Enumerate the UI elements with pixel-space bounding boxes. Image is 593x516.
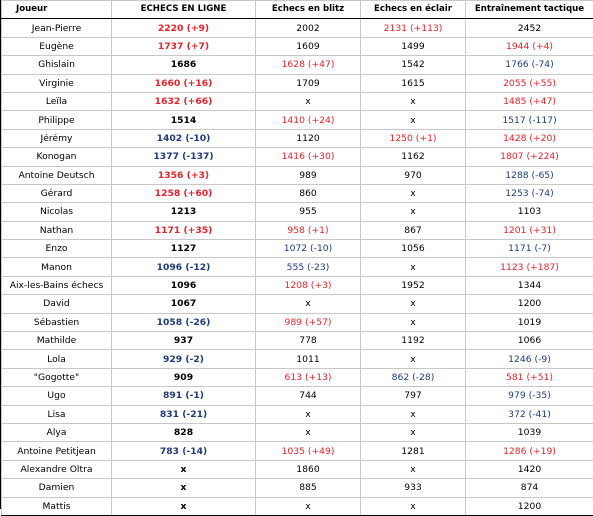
online-cell: 1213 <box>112 203 256 221</box>
blitz-cell: 955 <box>256 203 361 221</box>
tactics-cell: 1517 (-117) <box>466 111 593 129</box>
eclair-cell: 1542 <box>361 56 466 74</box>
blitz-cell: 885 <box>256 479 361 497</box>
tactics-cell: 1807 (+224) <box>466 148 593 166</box>
tactics-cell: 1103 <box>466 203 593 221</box>
eclair-cell: 1250 (+1) <box>361 129 466 147</box>
blitz-cell: x <box>256 423 361 441</box>
blitz-cell: 1011 <box>256 350 361 368</box>
eclair-cell: 867 <box>361 221 466 239</box>
blitz-cell: 1035 (+49) <box>256 442 361 460</box>
tactics-cell: 1766 (-74) <box>466 56 593 74</box>
online-cell: 937 <box>112 332 256 350</box>
online-cell: 1402 (-10) <box>112 129 256 147</box>
tactics-cell: 1286 (+19) <box>466 442 593 460</box>
online-cell: 1660 (+16) <box>112 74 256 92</box>
header-player: Joueur <box>2 1 112 19</box>
tactics-cell: 1485 (+47) <box>466 92 593 110</box>
player-name-cell: Damien <box>2 479 112 497</box>
header-online: ECHECS EN LIGNE <box>112 1 256 19</box>
eclair-cell: x <box>361 92 466 110</box>
blitz-cell: 989 (+57) <box>256 313 361 331</box>
eclair-cell: 1281 <box>361 442 466 460</box>
eclair-cell: 970 <box>361 166 466 184</box>
header-blitz: Echecs en blitz <box>256 1 361 19</box>
eclair-cell: x <box>361 423 466 441</box>
tactics-cell: 1246 (-9) <box>466 350 593 368</box>
tactics-cell: 1019 <box>466 313 593 331</box>
eclair-cell: 933 <box>361 479 466 497</box>
online-cell: 1737 (+7) <box>112 37 256 55</box>
table-row <box>2 387 593 405</box>
blitz-cell: 1628 (+47) <box>256 56 361 74</box>
tactics-cell: 1200 <box>466 295 593 313</box>
table-row <box>2 332 593 350</box>
tactics-cell: 2055 (+55) <box>466 74 593 92</box>
eclair-cell: x <box>361 460 466 478</box>
player-name-cell: Nathan <box>2 221 112 239</box>
blitz-cell: x <box>256 405 361 423</box>
player-name-cell: Lola <box>2 350 112 368</box>
blitz-cell: 958 (+1) <box>256 221 361 239</box>
table-row <box>2 221 593 239</box>
blitz-cell: 555 (-23) <box>256 258 361 276</box>
online-cell: 1171 (+35) <box>112 221 256 239</box>
player-name-cell: Eugène <box>2 37 112 55</box>
table-row <box>2 203 593 221</box>
blitz-cell: 1860 <box>256 460 361 478</box>
online-cell: 1258 (+60) <box>112 184 256 202</box>
online-cell: 828 <box>112 423 256 441</box>
tactics-cell: 874 <box>466 479 593 497</box>
eclair-cell: x <box>361 111 466 129</box>
eclair-cell: 1952 <box>361 276 466 294</box>
online-cell: 929 (-2) <box>112 350 256 368</box>
table-row <box>2 111 593 129</box>
online-cell: 1096 <box>112 276 256 294</box>
tactics-cell: 1253 (-74) <box>466 184 593 202</box>
blitz-cell: 744 <box>256 387 361 405</box>
table-row <box>2 92 593 110</box>
ratings-table <box>1 0 593 516</box>
table-row <box>2 423 593 441</box>
online-cell: 1067 <box>112 295 256 313</box>
table-row <box>2 442 593 460</box>
blitz-cell: 860 <box>256 184 361 202</box>
player-name-cell: David <box>2 295 112 313</box>
online-cell: 1096 (-12) <box>112 258 256 276</box>
blitz-cell: 1208 (+3) <box>256 276 361 294</box>
online-cell: 1127 <box>112 240 256 258</box>
header-row <box>2 1 593 19</box>
tactics-cell: 581 (+51) <box>466 368 593 386</box>
eclair-cell: 797 <box>361 387 466 405</box>
blitz-cell: 1709 <box>256 74 361 92</box>
online-cell: 1377 (-137) <box>112 148 256 166</box>
table-row <box>2 276 593 294</box>
online-cell: 1514 <box>112 111 256 129</box>
eclair-cell: x <box>361 295 466 313</box>
online-cell: x <box>112 497 256 515</box>
player-name-cell: Ugo <box>2 387 112 405</box>
eclair-cell: x <box>361 405 466 423</box>
table-row <box>2 405 593 423</box>
player-name-cell: Virginie <box>2 74 112 92</box>
online-cell: x <box>112 479 256 497</box>
blitz-cell: 1416 (+30) <box>256 148 361 166</box>
blitz-cell: x <box>256 295 361 313</box>
blitz-cell: 2002 <box>256 19 361 37</box>
player-name-cell: Jérémy <box>2 129 112 147</box>
player-name-cell: Alexandre Oltra <box>2 460 112 478</box>
online-cell: 891 (-1) <box>112 387 256 405</box>
player-name-cell: Antoine Petitjean <box>2 442 112 460</box>
table-row <box>2 74 593 92</box>
tactics-cell: 1200 <box>466 497 593 515</box>
player-name-cell: "Gogotte" <box>2 368 112 386</box>
tactics-cell: 1288 (-65) <box>466 166 593 184</box>
online-cell: 783 (-14) <box>112 442 256 460</box>
table-row <box>2 479 593 497</box>
table-row <box>2 350 593 368</box>
eclair-cell: x <box>361 497 466 515</box>
blitz-cell: 1120 <box>256 129 361 147</box>
eclair-cell: 1192 <box>361 332 466 350</box>
player-name-cell: Sébastien <box>2 313 112 331</box>
online-cell: 1058 (-26) <box>112 313 256 331</box>
blitz-cell: x <box>256 497 361 515</box>
eclair-cell: x <box>361 184 466 202</box>
player-name-cell: Antoine Deutsch <box>2 166 112 184</box>
online-cell: 1356 (+3) <box>112 166 256 184</box>
tactics-cell: 1944 (+4) <box>466 37 593 55</box>
online-cell: 1686 <box>112 56 256 74</box>
table-row <box>2 460 593 478</box>
header-tactics: Entraînement tactique <box>466 1 593 19</box>
table-row <box>2 240 593 258</box>
eclair-cell: x <box>361 313 466 331</box>
eclair-cell: x <box>361 258 466 276</box>
eclair-cell: 1056 <box>361 240 466 258</box>
online-cell: 909 <box>112 368 256 386</box>
blitz-cell: 1072 (-10) <box>256 240 361 258</box>
table-row <box>2 56 593 74</box>
player-name-cell: Ghislain <box>2 56 112 74</box>
tactics-cell: 1201 (+31) <box>466 221 593 239</box>
online-cell: 831 (-21) <box>112 405 256 423</box>
eclair-cell: x <box>361 350 466 368</box>
tactics-cell: 1428 (+20) <box>466 129 593 147</box>
blitz-cell: 613 (+13) <box>256 368 361 386</box>
tactics-cell: 1344 <box>466 276 593 294</box>
online-cell: 2220 (+9) <box>112 19 256 37</box>
tactics-cell: 1420 <box>466 460 593 478</box>
tactics-cell: 1039 <box>466 423 593 441</box>
player-name-cell: Leïla <box>2 92 112 110</box>
tactics-cell: 1066 <box>466 332 593 350</box>
blitz-cell: 1410 (+24) <box>256 111 361 129</box>
player-name-cell: Lisa <box>2 405 112 423</box>
table-row <box>2 129 593 147</box>
table-body <box>2 19 593 516</box>
online-cell: x <box>112 460 256 478</box>
table-row <box>2 148 593 166</box>
table-row <box>2 497 593 515</box>
blitz-cell: x <box>256 92 361 110</box>
tactics-cell: 2452 <box>466 19 593 37</box>
eclair-cell: x <box>361 203 466 221</box>
player-name-cell: Gérard <box>2 184 112 202</box>
tactics-cell: 372 (-41) <box>466 405 593 423</box>
player-name-cell: Enzo <box>2 240 112 258</box>
player-name-cell: Philippe <box>2 111 112 129</box>
tactics-cell: 1123 (+187) <box>466 258 593 276</box>
table-row <box>2 368 593 386</box>
table-row <box>2 184 593 202</box>
tactics-cell: 979 (-35) <box>466 387 593 405</box>
eclair-cell: 1615 <box>361 74 466 92</box>
player-name-cell: Mattis <box>2 497 112 515</box>
player-name-cell: Manon <box>2 258 112 276</box>
blitz-cell: 778 <box>256 332 361 350</box>
blitz-cell: 1609 <box>256 37 361 55</box>
eclair-cell: 2131 (+113) <box>361 19 466 37</box>
player-name-cell: Aix-les-Bains échecs <box>2 276 112 294</box>
player-name-cell: Nicolas <box>2 203 112 221</box>
eclair-cell: 1162 <box>361 148 466 166</box>
table-row <box>2 313 593 331</box>
player-name-cell: Konogan <box>2 148 112 166</box>
online-cell: 1632 (+66) <box>112 92 256 110</box>
table-row <box>2 166 593 184</box>
table-row <box>2 295 593 313</box>
player-name-cell: Mathilde <box>2 332 112 350</box>
header-eclair: Echecs en éclair <box>361 1 466 19</box>
table-row <box>2 19 593 37</box>
tactics-cell: 1171 (-7) <box>466 240 593 258</box>
eclair-cell: 862 (-28) <box>361 368 466 386</box>
table-row <box>2 258 593 276</box>
player-name-cell: Jean-Pierre <box>2 19 112 37</box>
player-name-cell: Alya <box>2 423 112 441</box>
table-row <box>2 37 593 55</box>
blitz-cell: 989 <box>256 166 361 184</box>
eclair-cell: 1499 <box>361 37 466 55</box>
